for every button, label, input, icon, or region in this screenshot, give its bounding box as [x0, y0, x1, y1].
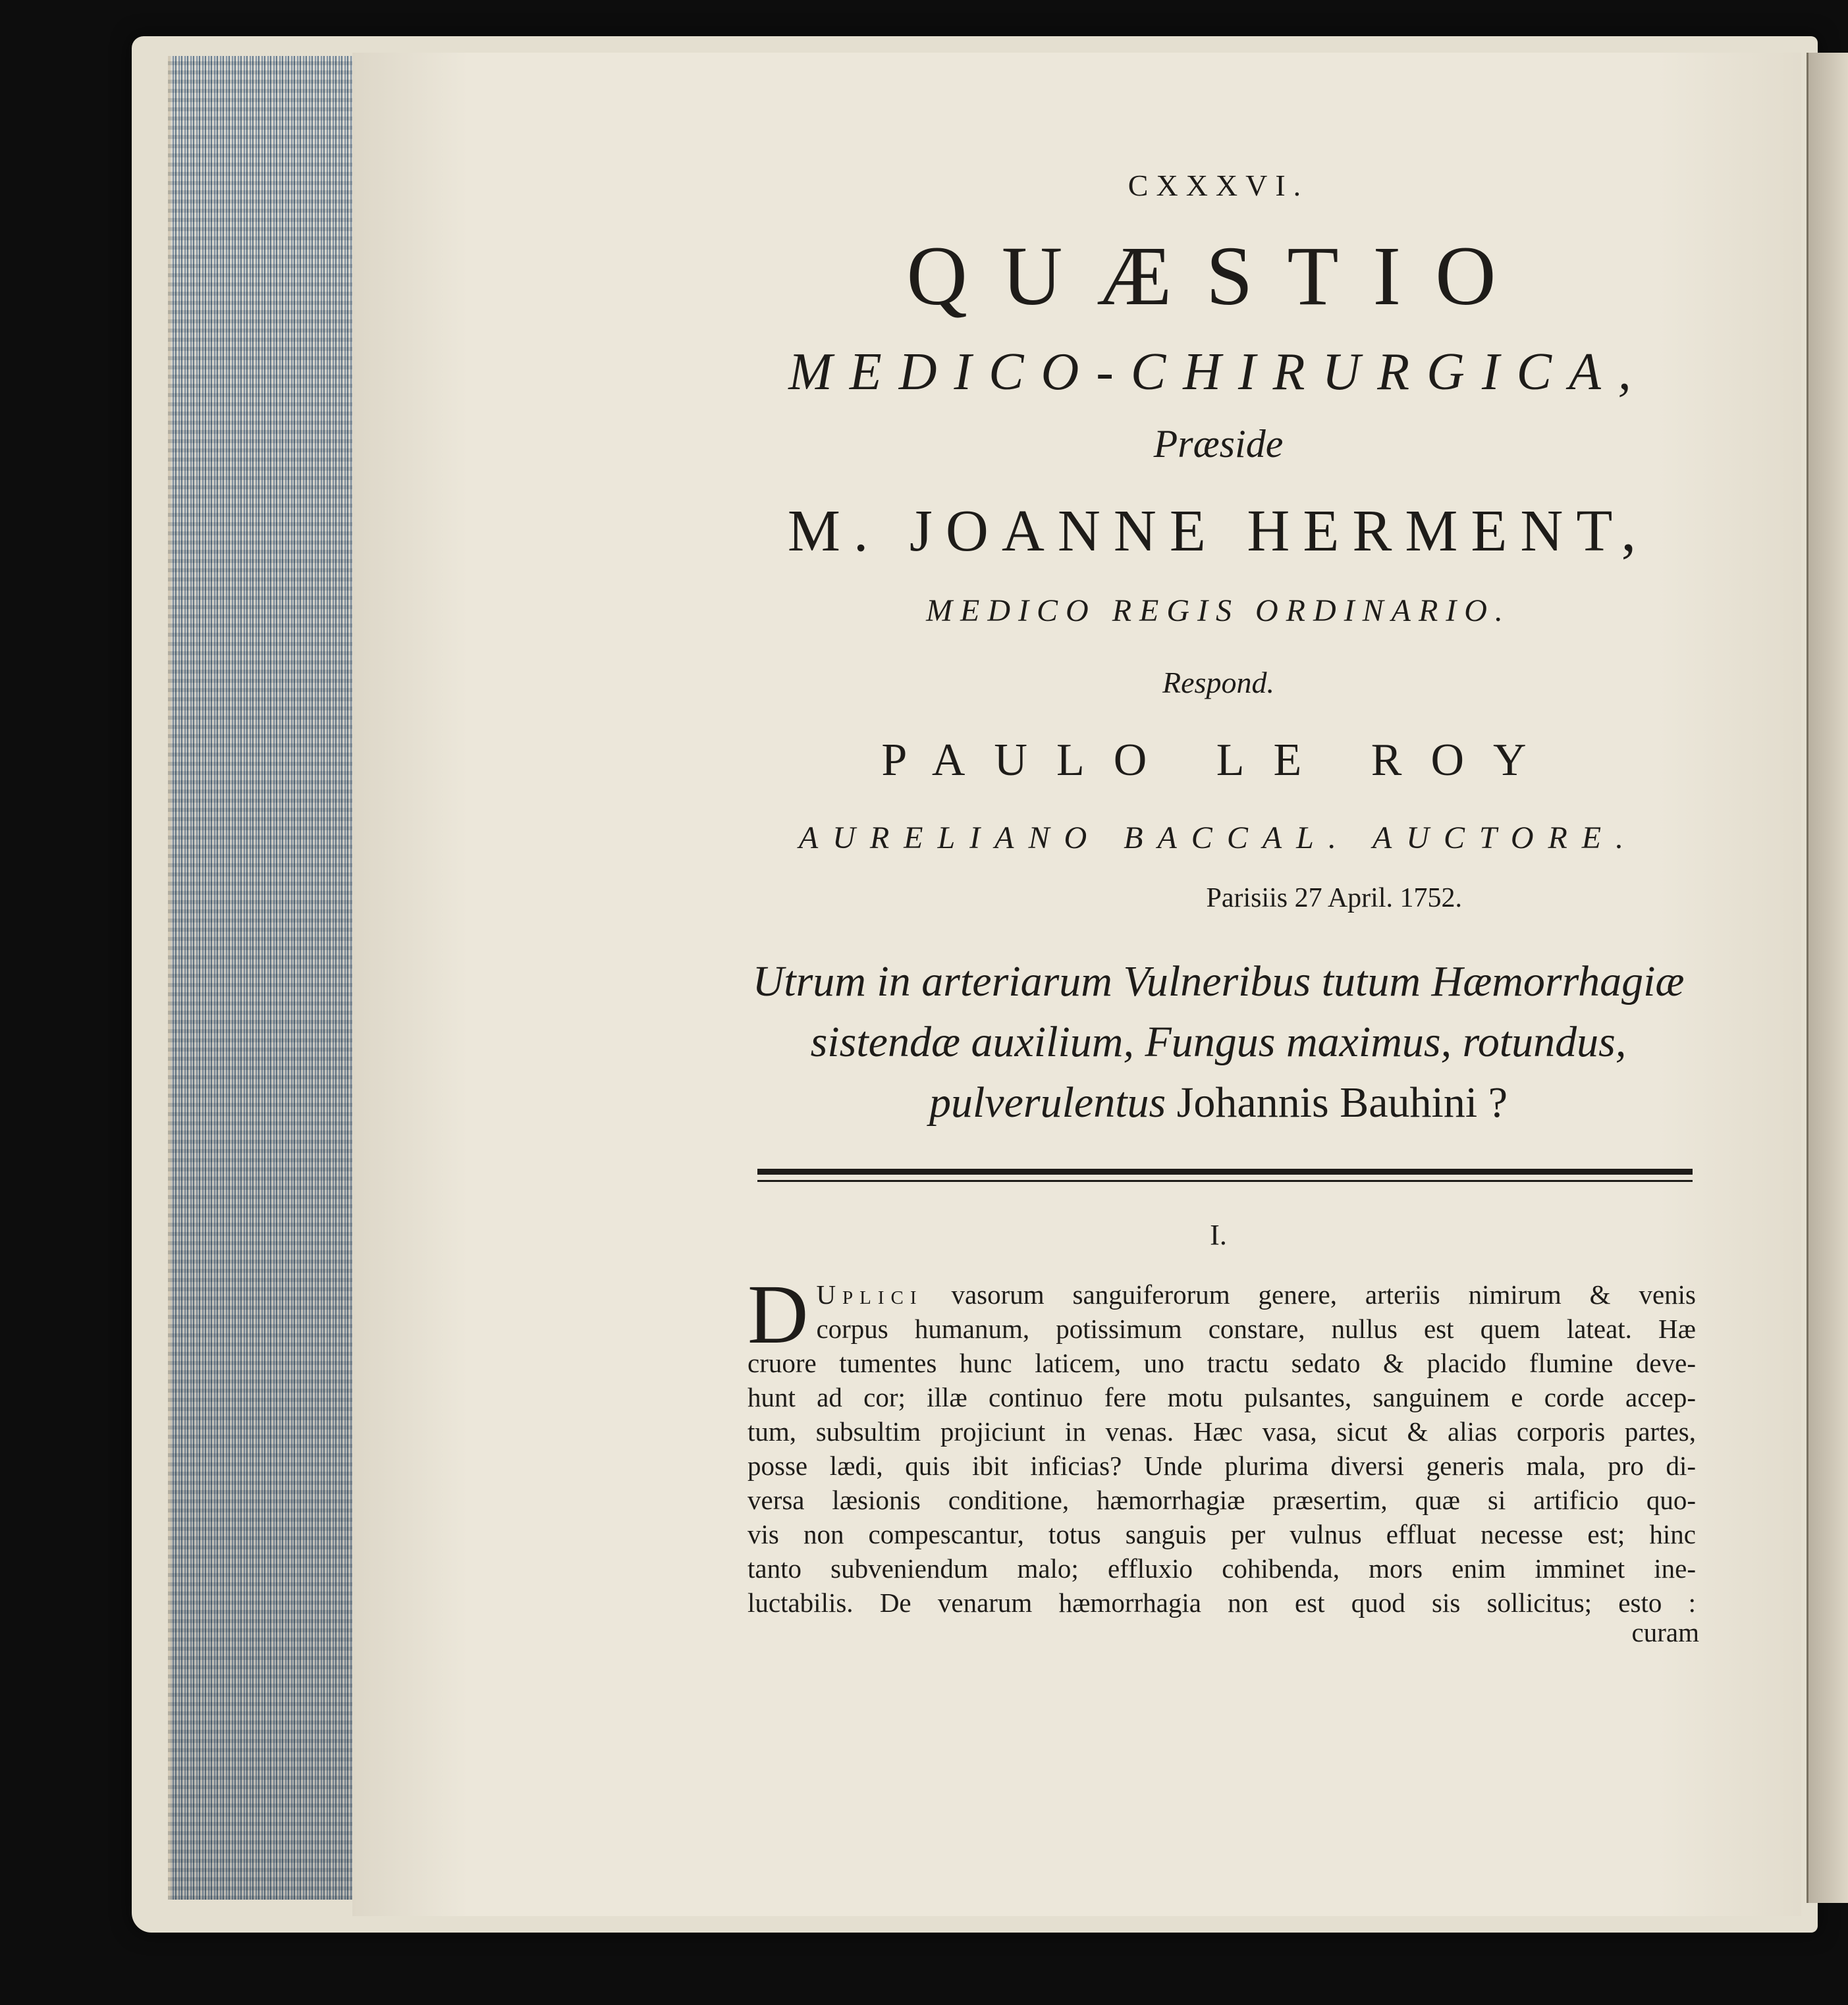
facing-page-edge [1807, 53, 1848, 1903]
question-line-1: Utrum in arteriarum Vulneribus tutum Hæmorrhagiæ [752, 957, 1685, 1005]
small-caps-word: Uplici [816, 1279, 923, 1310]
divider-thin [757, 1180, 1693, 1182]
date-line: Parisiis 27 April. 1752. [1206, 883, 1462, 913]
praeses-title: MEDICO REGIS ORDINARIO. [926, 593, 1511, 628]
question-line-3-upright: Johannis Bauhini ? [1176, 1079, 1508, 1127]
catchword: curam [1631, 1617, 1699, 1647]
body-line-7: versa læsionis conditione, hæmorrhagiæ præsertim, quæ si artificio quo- [747, 1485, 1696, 1515]
respondens-name: PAULO LE ROY [881, 735, 1556, 786]
title: QUÆSTIO [906, 229, 1531, 323]
body-line-1-rest: vasorum sanguiferorum genere, arteriis nimirum & venis [951, 1279, 1696, 1310]
praeside-label: Præside [1153, 422, 1284, 466]
drop-cap: D [747, 1268, 809, 1361]
question-block [738, 951, 1699, 1133]
respond-label: Respond. [1162, 666, 1274, 699]
section-numeral: I. [1210, 1219, 1227, 1251]
body-line-8: vis non compescantur, totus sanguis per vulnus effluat necesse est; hinc [747, 1519, 1696, 1549]
body-paragraph [747, 1268, 1696, 1620]
question-line-3 [738, 1073, 1699, 1133]
body-line-2: corpus humanum, potissimum constare, nullus est quem lateat. Hæ [816, 1314, 1696, 1344]
body-line-9: tanto subveniendum malo; effluxio cohibenda, mors enim imminet ine- [747, 1553, 1696, 1584]
respondens-title: AURELIANO BACCAL. AUCTORE. [798, 820, 1639, 855]
page-edges-shade [168, 56, 352, 1900]
body-line-4: hunt ad cor; illæ continuo fere motu pulsantes, sanguinem e corde accep- [747, 1382, 1696, 1412]
divider-thick [757, 1169, 1693, 1175]
praeses-name: M. JOANNE HERMENT, [787, 498, 1650, 564]
body-line-1 [747, 1277, 1696, 1312]
quaestio-number: CXXXVI. [1128, 169, 1309, 202]
body-line-6: posse lædi, quis ibit inficias? Unde plurima diversi generis mala, pro di- [747, 1451, 1696, 1481]
question-line-3-italic: pulverulentus [929, 1079, 1166, 1127]
body-line-10: luctabilis. De venarum hæmorrhagia non est quod sis sollicitus; esto : [747, 1588, 1696, 1618]
body-line-5: tum, subsultim projiciunt in venas. Hæc vasa, sicut & alias corporis partes, [747, 1416, 1696, 1447]
question-line-2: sistendæ auxilium, Fungus maximus, rotundus, [810, 1018, 1627, 1066]
body-line-3: cruore tumentes hunc laticem, uno tractu sedato & placido flumine deve- [747, 1348, 1696, 1378]
subtitle: MEDICO-CHIRURGICA, [788, 343, 1648, 401]
